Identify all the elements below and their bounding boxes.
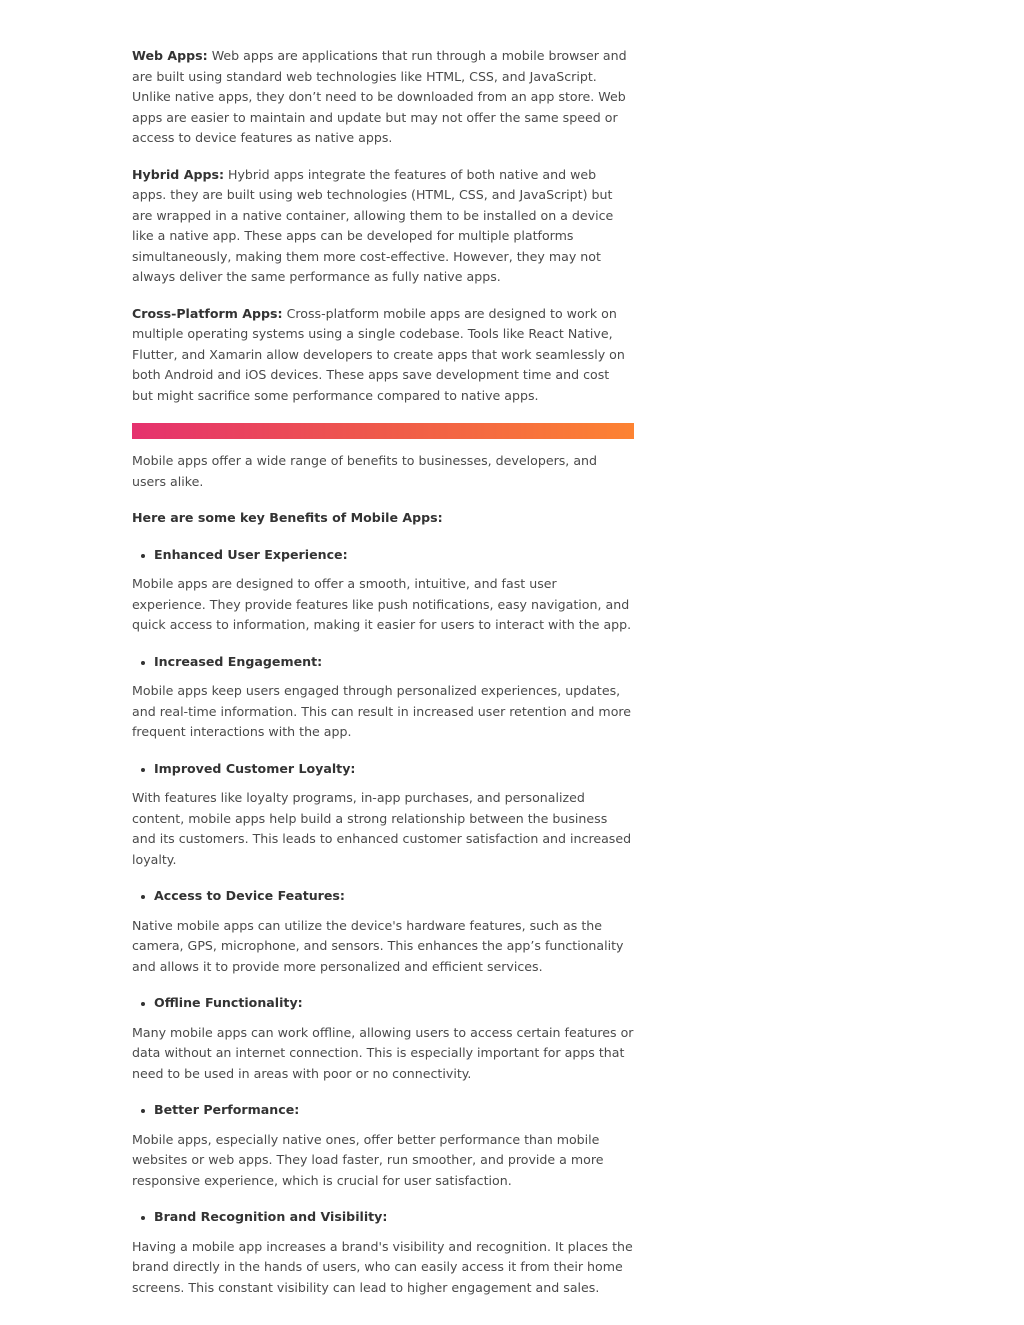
benefit-title-text: Enhanced User Experience: bbox=[154, 546, 348, 562]
bullet-icon bbox=[141, 1002, 145, 1006]
benefit-description: Mobile apps, especially native ones, offer better performance than mobile websites or web apps. They load faster, run smoother, and provide a more responsive experience, which is crucial for user satisfaction. bbox=[132, 1131, 604, 1188]
hybrid-apps-text: Hybrid apps integrate the features of both native and web apps. they are built using web technologies (HTML, CSS, and JavaScript) but are wrapped in a native container, allowing them to be installed on a device like a native app. These apps can be developed for multiple platforms simultaneously, making them more cost-effective. However, they may not always deliver the same performance as fully native apps. bbox=[132, 166, 614, 284]
web-apps-label: Web Apps: bbox=[132, 48, 208, 63]
benefit-title-text: Offline Functionality: bbox=[154, 995, 303, 1010]
benefit-description: With features like loyalty programs, in-app purchases, and personalized content, mobile apps help build a strong relationship between the business and its customers. This leads to enhanced customer satisfaction and increased loyalty. bbox=[132, 790, 632, 867]
benefit-item bbox=[132, 545, 634, 566]
benefit-description: Having a mobile app increases a brand's visibility and recognition. It places the brand directly in the hands of users, who can easily access it from their home screens. This constant visibility can lead to higher engagement and sales. bbox=[132, 1238, 633, 1295]
intro-paragraph: Mobile apps offer a wide range of benefits to businesses, developers, and users alike. bbox=[132, 453, 598, 489]
bullet-icon bbox=[141, 661, 145, 665]
web-apps-paragraph bbox=[132, 46, 634, 149]
benefit-description: Mobile apps are designed to offer a smooth, intuitive, and fast user experience. They provide features like push notifications, easy navigation, and quick access to information, making it easier for users to interact with the app. bbox=[132, 576, 632, 632]
benefit-title-text: Brand Recognition and Visibility: bbox=[154, 1209, 388, 1224]
benefit-title bbox=[132, 886, 634, 907]
benefit-item bbox=[132, 886, 634, 907]
benefit-item bbox=[132, 1207, 634, 1228]
benefit-item bbox=[132, 1100, 634, 1121]
bullet-icon bbox=[141, 1109, 145, 1113]
web-apps-text: Web apps are applications that run through a mobile browser and are built using standard web technologies like HTML, CSS, and JavaScript. Unlike native apps, they don’t need to be downloaded from an app store. Web apps are easier to maintain and update but may not offer the same speed or access to device features as native apps. bbox=[132, 48, 627, 145]
bullet-icon bbox=[141, 554, 145, 558]
benefit-item bbox=[132, 759, 634, 780]
benefit-title-text: Improved Customer Loyalty: bbox=[154, 760, 356, 776]
benefit-item bbox=[132, 652, 634, 673]
benefit-title bbox=[132, 759, 634, 780]
benefit-title bbox=[132, 993, 634, 1014]
hybrid-apps-label: Hybrid Apps: bbox=[132, 166, 224, 182]
benefit-title-text: Better Performance: bbox=[154, 1102, 300, 1117]
benefit-description: Many mobile apps can work offline, allowing users to access certain features or data without an internet connection. This is especially important for apps that need to be used in areas with poor or no connectivity. bbox=[132, 1024, 634, 1081]
benefit-title-text: Access to Device Features: bbox=[154, 888, 345, 903]
benefit-description: Native mobile apps can utilize the device's hardware features, such as the camera, GPS, microphone, and sensors. This enhances the app’s functionality and allows it to provide more personalized and efficient services. bbox=[132, 917, 624, 974]
bullet-icon bbox=[141, 768, 145, 772]
bullet-icon bbox=[141, 895, 145, 899]
benefits-heading: Here are some key Benefits of Mobile Apps: bbox=[132, 510, 443, 525]
cross-platform-apps-label: Cross-Platform Apps: bbox=[132, 305, 283, 321]
hybrid-apps-paragraph bbox=[132, 165, 634, 288]
cross-platform-apps-text: Cross-platform mobile apps are designed to work on multiple operating systems using a single codebase. Tools like React Native, Flutter, and Xamarin allow developers to create apps that work seamlessly on both Android and iOS devices. These apps save development time and cost but might sacrifice some performance compared to native apps. bbox=[132, 305, 625, 403]
gradient-divider bbox=[132, 423, 634, 439]
cross-platform-apps-paragraph bbox=[132, 304, 634, 407]
article-content bbox=[132, 46, 634, 1314]
benefit-item bbox=[132, 993, 634, 1014]
bullet-icon bbox=[141, 1216, 145, 1220]
benefit-title bbox=[132, 545, 634, 566]
benefit-title bbox=[132, 652, 634, 673]
benefit-description: Mobile apps keep users engaged through personalized experiences, updates, and real-time information. This can result in increased user retention and more frequent interactions with the app. bbox=[132, 683, 632, 739]
benefit-title-text: Increased Engagement: bbox=[154, 653, 323, 669]
benefit-title bbox=[132, 1100, 634, 1121]
benefit-title bbox=[132, 1207, 634, 1228]
